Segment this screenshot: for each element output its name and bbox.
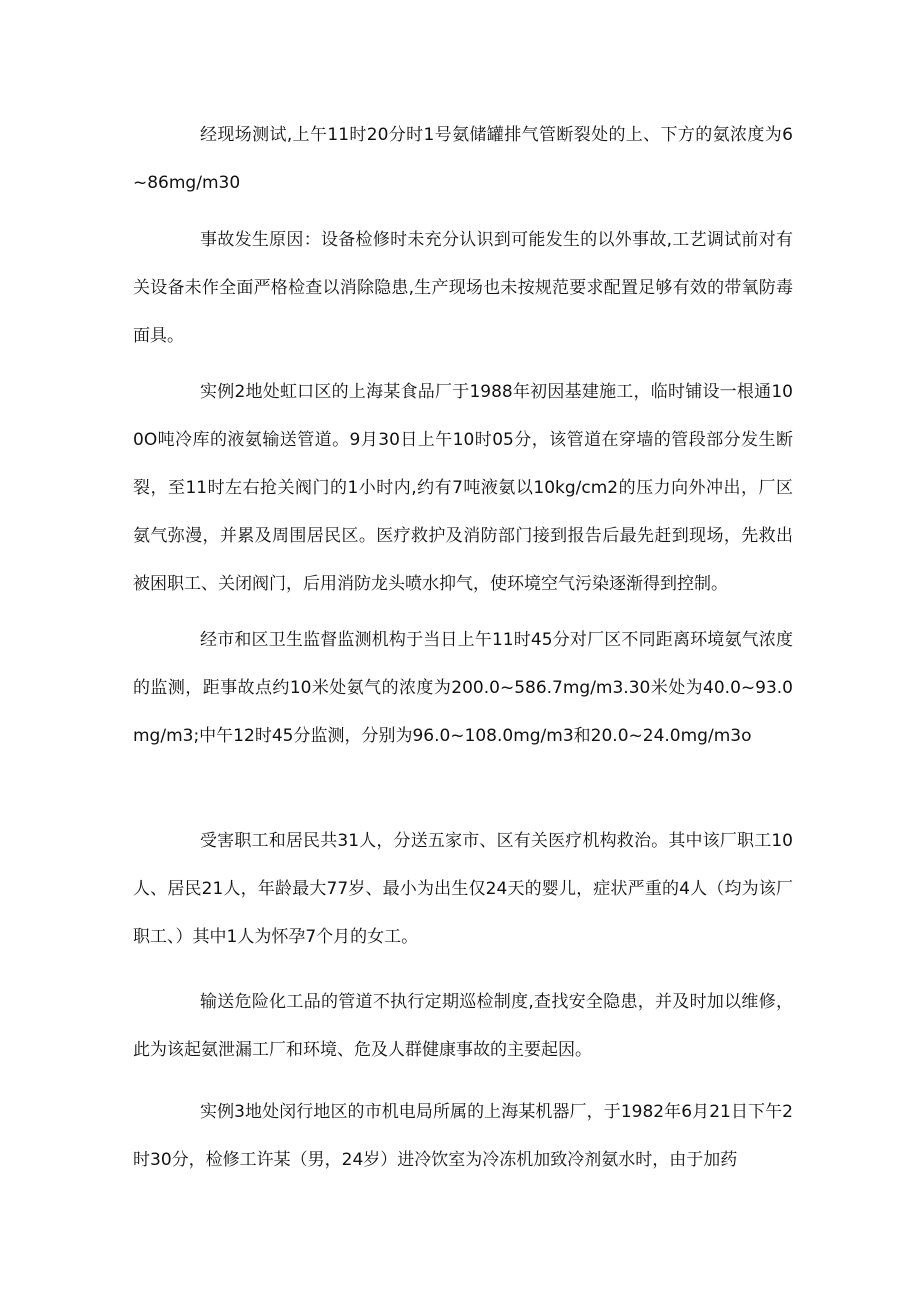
paragraph-main-cause: 输送危险化工品的管道不执行定期巡检制度,查找安全隐患，并及时加以维修，此为该起氨泄漏工厂和环境、危及人群健康事故的主要起因。 xyxy=(133,992,793,1060)
paragraph-example-3: 实例3地处闵行地区的市机电局所属的上海某机器厂，于1982年6月21日下午2时30分，检修工许某（男，24岁）进冷饮室为冷冻机加致冷剂氨水时，由于加药 xyxy=(133,1102,793,1170)
paragraph-ammonia-measurement: 经现场测试,上午11时20分时1号氨储罐排气管断裂处的上、下方的氨浓度为6~86mg∕m30 xyxy=(133,125,793,193)
paragraph-accident-cause: 事故发生原因：设备检修时未充分认识到可能发生的以外事故,工艺调试前对有关设备未作全面严格检查以消除隐患,生产现场也未按规范要求配置足够有效的带氧防毒面具。 xyxy=(133,230,793,346)
paragraph-monitoring-results: 经市和区卫生监督监测机构于当日上午11时45分对厂区不同距离环境氨气浓度的监测，距事故点约10米处氨气的浓度为200.0~586.7mg/m3.30米处为40.0~93.0mg∕m3;中午12时45分监测，分别为96.0~108.0mg∕m3和20.0~24.0mg∕m3o xyxy=(133,630,793,746)
paragraph-victims: 受害职工和居民共31人，分送五家市、区有关医疗机构救治。其中该厂职工10人、居民21人，年龄最大77岁、最小为出生仅24天的婴儿，症状严重的4人（均为该厂职工、）其中1人为怀孕7个月的女工。 xyxy=(133,831,793,947)
paragraph-example-2: 实例2地处虹口区的上海某食品厂于1988年初因基建施工，临时铺设一根通100O吨冷库的液氨输送管道。9月30日上午10时05分，该管道在穿墙的管段部分发生断裂，至11时左右抢关阀门的1小时内,约有7吨液氨以10kg∕cm2的压力向外冲出，厂区氨气弥漫，并累及周围居民区。医疗救护及消防部门接到报告后最先赶到现场，先救出被困职工、关闭阀门，后用消防龙头喷水抑气，使环境空气污染逐渐得到控制。 xyxy=(133,382,793,594)
